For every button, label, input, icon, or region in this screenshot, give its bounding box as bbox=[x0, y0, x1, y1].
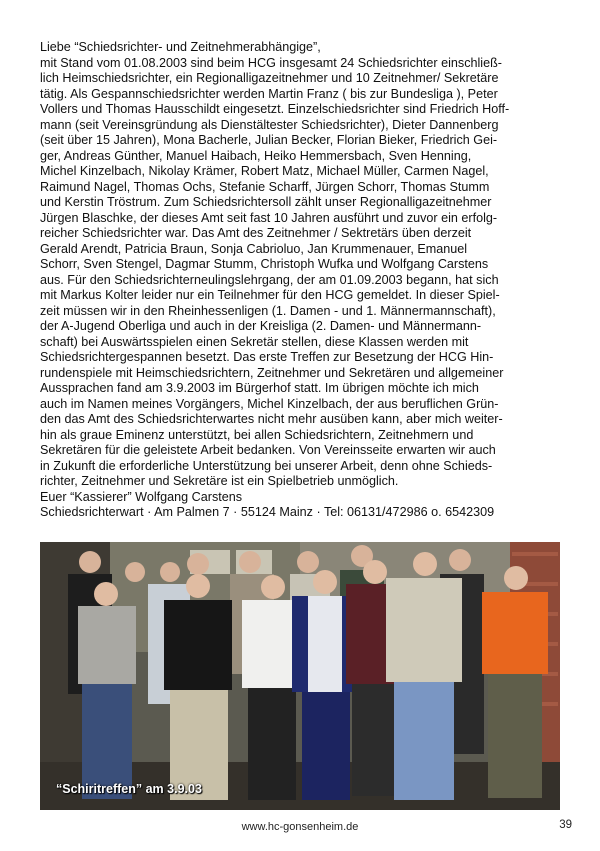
article-line: Raimund Nagel, Thomas Ochs, Stefanie Scharff, Jürgen Schorr, Thomas Stumm bbox=[40, 179, 490, 194]
article-line: hin als graue Eminenz unterstützt, bei allen Schiedsrichtern, Zeitnehmern und bbox=[40, 427, 474, 442]
article-line: lich Heimschiedsrichter, ein Regionalligazeitnehmer und 10 Zeitnehmer/ Sekretäre bbox=[40, 71, 499, 85]
article-line: (seit über 15 Jahren), Mona Bacherle, Julian Becker, Florian Bieker, Friedrich Gei- bbox=[40, 133, 498, 147]
article-line: richter, Zeitnehmer und Sekretäre ist ein Spielbetrieb unmöglich. bbox=[40, 474, 399, 488]
article-line: in Zukunft die erforderliche Unterstützung bei unserer Arbeit, denn ohne Schieds- bbox=[40, 458, 493, 473]
article-line: rundenspiele mit Heimschiedsrichtern, Zeitnehmer und Sekretären und allgemeiner bbox=[40, 365, 504, 380]
page-number: 39 bbox=[559, 819, 572, 831]
article-line: mit Markus Kolter leider nur ein Teilnehmer für den HCG gemeldet. In dieser Spiel- bbox=[40, 288, 500, 302]
article-line: ger, Andreas Günther, Manuel Haibach, Heiko Hemmersbach, Sven Henning, bbox=[40, 148, 472, 163]
article-text bbox=[40, 40, 560, 521]
article-line: Michel Kinzelbach, Nikolay Krämer, Robert Matz, Michael Müller, Carmen Nagel, bbox=[40, 164, 489, 178]
article-line: Aussprachen fand am 3.9.2003 im Bürgerhof statt. Im übrigen möchte ich mich bbox=[40, 381, 479, 395]
article-line: Gerald Arendt, Patricia Braun, Sonja Cabrioluo, Jan Krummenauer, Emanuel bbox=[40, 241, 468, 256]
article-line: der A-Jugend Oberliga und auch in der Kreisliga (2. Damen- und Männermann- bbox=[40, 319, 482, 333]
article-line: den das Amt des Schiedsrichterwartes nicht mehr ausüben kann, aber mich weiter- bbox=[40, 412, 503, 426]
footer-url: www.hc-gonsenheim.de bbox=[241, 821, 359, 833]
article-line: auch im Namen meines Vorgängers, Michel Kinzelbach, der aus beruflichen Grün- bbox=[40, 396, 499, 411]
group-photo bbox=[40, 542, 560, 810]
article-line: Liebe “Schiedsrichter- und Zeitnehmerabhängige”, bbox=[40, 40, 321, 54]
article-line: Schiedsrichtergespannen besetzt. Das erste Treffen zur Besetzung der HCG Hin- bbox=[40, 350, 494, 364]
article-line: Sekretären für die geleistete Arbeit bedanken. Von Vereinsseite erwarten wir auch bbox=[40, 443, 496, 457]
photo-caption: “Schiritreffen” am 3.9.03 bbox=[56, 782, 202, 796]
article-line: und Kerstin Tröstrum. Zum Schiedsrichtersoll zählt unser Regionalligazeitnehmer bbox=[40, 195, 492, 209]
contact-line: Schiedsrichterwart · Am Palmen 7 · 55124 Mainz · Tel: 06131/472986 o. 6542309 bbox=[40, 505, 495, 519]
article-line: Schorr, Sven Stengel, Dagmar Stumm, Christoph Wufka und Wolfgang Carstens bbox=[40, 257, 489, 271]
article-line: Vollers und Thomas Hausschildt eingesetzt. Einzelschiedsrichter sind Friedrich Hoff- bbox=[40, 102, 510, 116]
signature-line: Euer “Kassierer” Wolfgang Carstens bbox=[40, 489, 243, 504]
article-line: zeit müssen wir in den Rheinhessenligen (1. Damen - und 1. Männermannschaft), bbox=[40, 303, 496, 318]
article-line: mit Stand vom 01.08.2003 sind beim HCG insgesamt 24 Schiedsrichter einschließ- bbox=[40, 55, 502, 70]
article-line: reicher Schiedsrichter war. Das Amt des Zeitnehmer / Sektretärs üben derzeit bbox=[40, 226, 472, 240]
group-photo-illustration bbox=[40, 542, 560, 810]
article-line: Jürgen Blaschke, der dieses Amt seit fast 10 Jahren ausführt und zuvor ein erfolg- bbox=[40, 210, 498, 225]
article-line: tätig. Als Gespannschiedsrichter werden Martin Franz ( bis zur Bundesliga ), Peter bbox=[40, 86, 498, 101]
article-line: aus. Für den Schiedsrichterneulingslehrgang, der am 01.09.2003 begann, hat sich bbox=[40, 272, 499, 287]
article-line: schaft) bei Auswärtsspielen einen Sekretär stellen, diese Klassen werden mit bbox=[40, 334, 469, 349]
article-line: mann (seit Vereinsgründung als Dienstältester Schiedsrichter), Dieter Dannenberg bbox=[40, 117, 499, 132]
